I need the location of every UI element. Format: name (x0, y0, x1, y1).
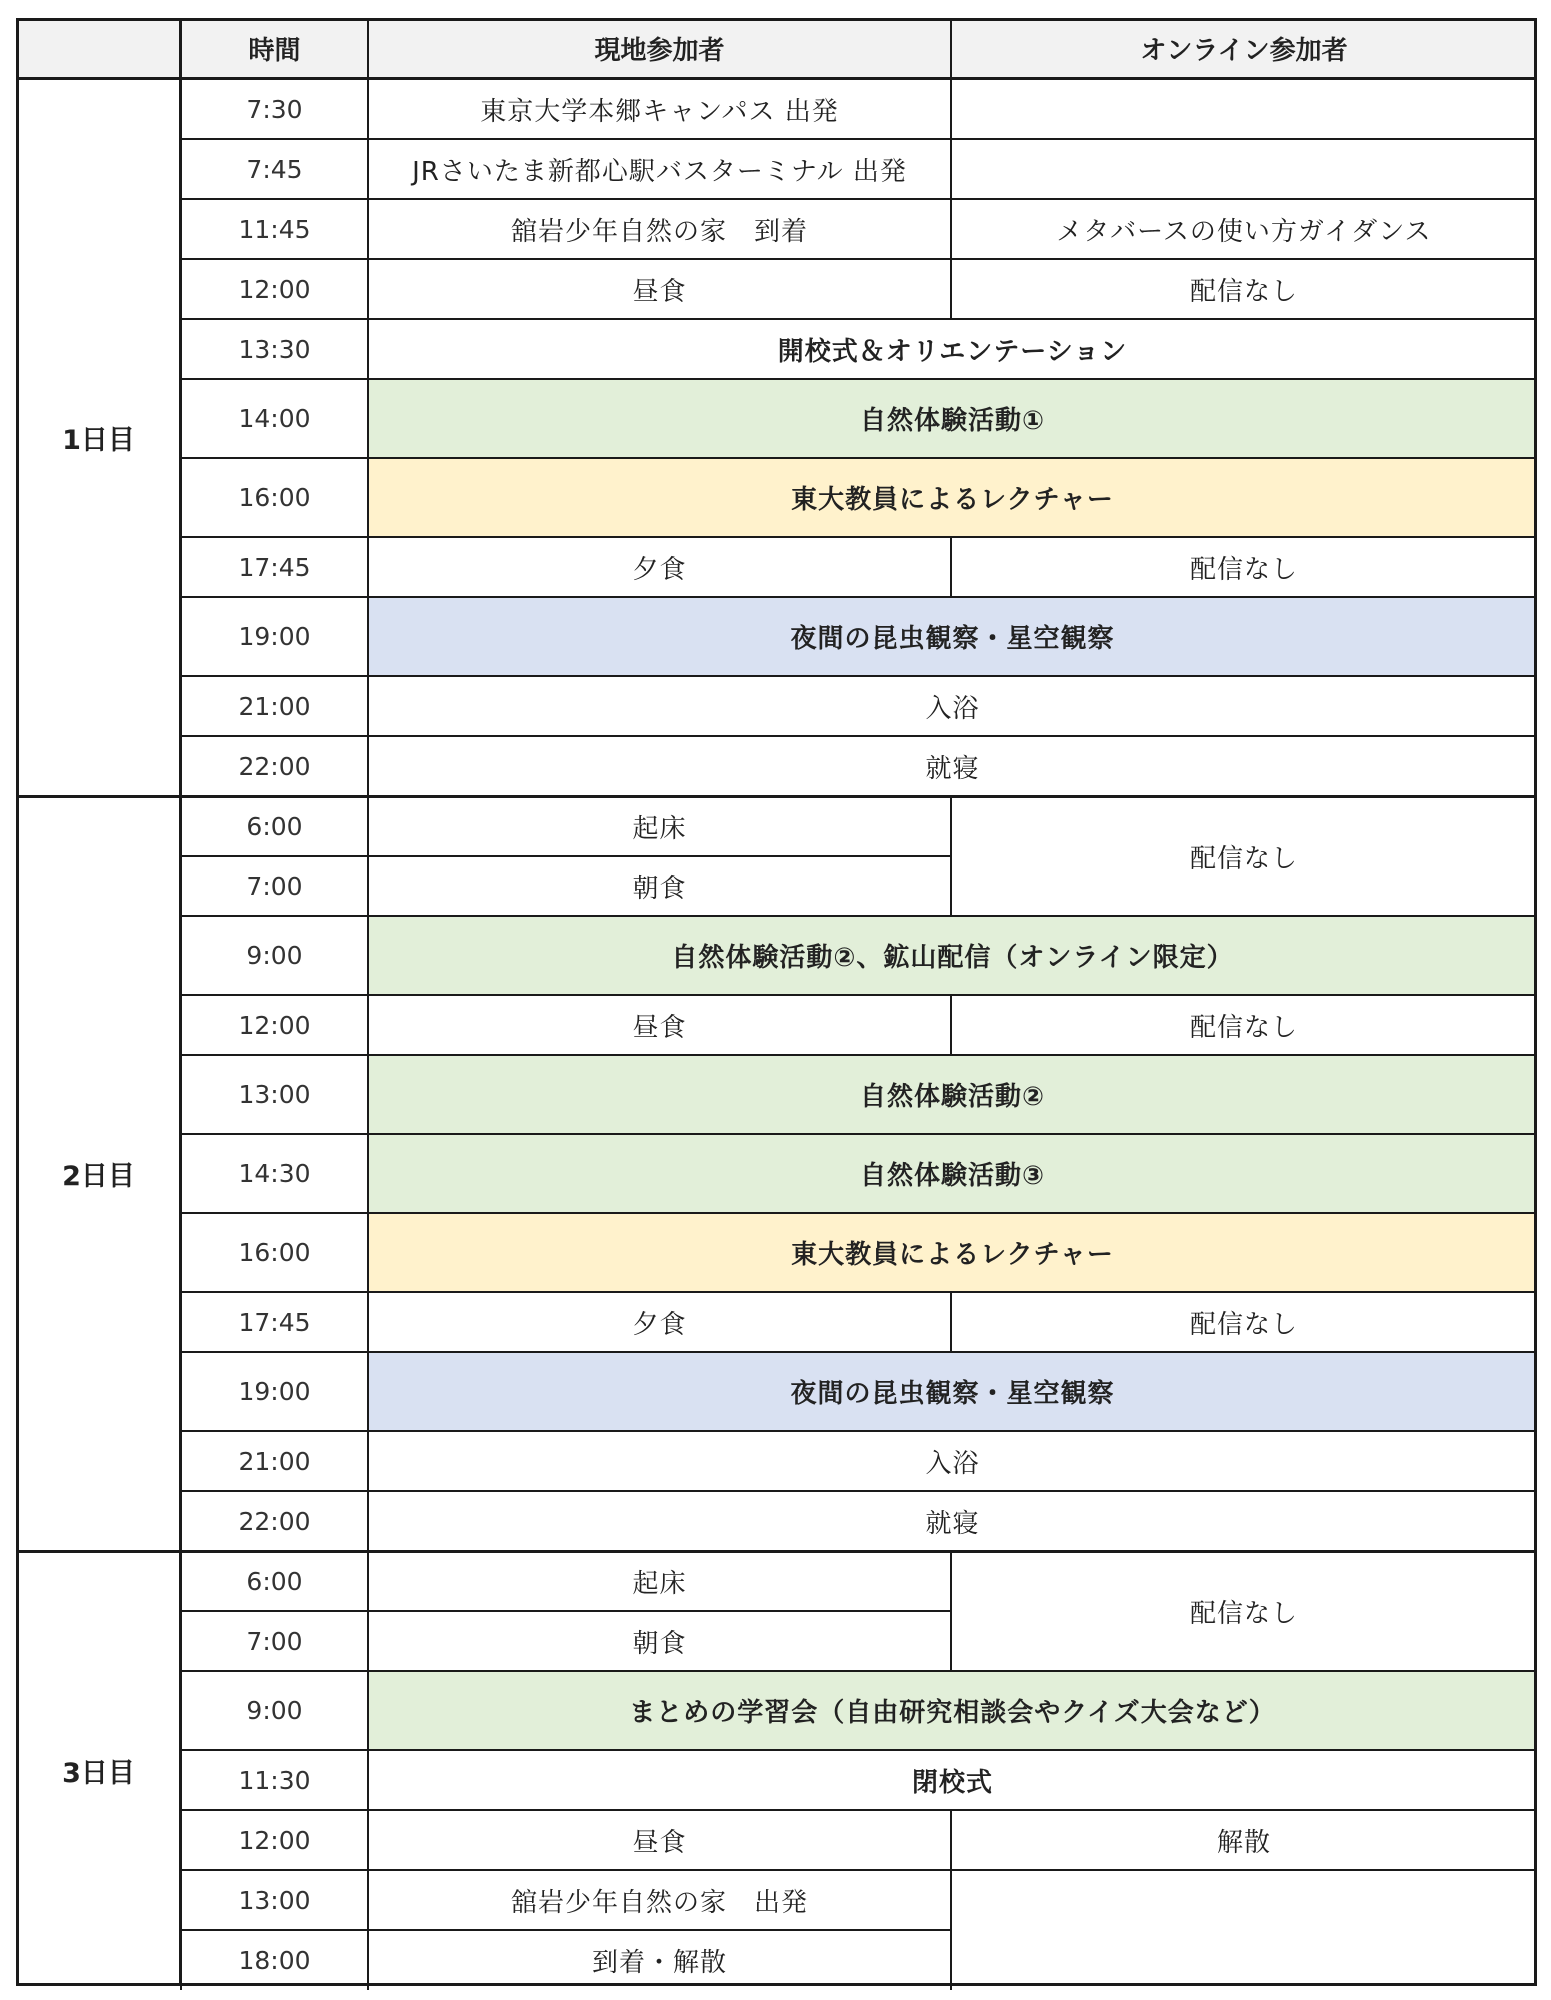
grid-line-h (181, 1670, 1537, 1672)
time-cell: 16:00 (238, 1238, 311, 1267)
grid-line-v (367, 18, 369, 79)
onsite-cell: 昼食 (632, 276, 687, 307)
time-col-divider (179, 18, 182, 1986)
grid-line-v (367, 79, 369, 139)
grid-line-v (367, 1055, 369, 1134)
grid-line-v (950, 18, 952, 79)
grid-line-v (950, 259, 952, 319)
grid-line-v (367, 1352, 369, 1431)
grid-line-h (181, 1133, 1537, 1135)
grid-line-v (367, 1134, 369, 1213)
time-cell: 12:00 (238, 1825, 311, 1855)
time-cell: 13:00 (238, 1080, 311, 1109)
grid-line-h (181, 1610, 951, 1612)
grid-line-h (181, 1869, 1537, 1871)
grid-line-h (181, 1929, 951, 1931)
time-cell: 12:00 (238, 1010, 311, 1040)
grid-line-v (367, 537, 369, 597)
grid-line-h (181, 596, 1537, 598)
grid-line-v (367, 676, 369, 736)
time-cell: 7:00 (246, 871, 303, 901)
grid-line-h (16, 795, 1537, 798)
grid-line-h (181, 675, 1537, 677)
onsite-cell: 朝食 (632, 1628, 687, 1659)
grid-line-v (367, 1750, 369, 1810)
grid-line-h (181, 1054, 1537, 1056)
day-label-3: 3日目 (62, 1758, 135, 1789)
time-cell: 9:00 (246, 1696, 303, 1725)
grid-line-h (181, 1749, 1537, 1751)
grid-line-v (367, 199, 369, 259)
grid-line-v (367, 458, 369, 537)
grid-line-v (367, 1671, 369, 1750)
both-cell: 閉校式 (911, 1767, 993, 1798)
online-cell: メタバースの使い方ガイダンス (1056, 216, 1432, 247)
grid-line-h (181, 855, 951, 857)
both-cell: 開校式＆オリエンテーション (777, 336, 1128, 367)
online-cell (951, 79, 1537, 139)
time-cell: 14:00 (238, 404, 311, 433)
header-online: オンライン参加者 (1140, 36, 1348, 66)
grid-line-v (367, 1810, 369, 1870)
onsite-cell: 朝食 (632, 873, 687, 904)
grid-line-v (950, 856, 952, 916)
grid-line-h (181, 536, 1537, 538)
grid-line-v (367, 796, 369, 856)
grid-line-h (181, 198, 1537, 200)
grid-line-h (181, 457, 1537, 459)
grid-line-v (367, 597, 369, 676)
onsite-cell: 起床 (632, 813, 687, 844)
grid-line-h (181, 318, 1537, 320)
grid-line-v (950, 1551, 952, 1611)
grid-line-v (367, 1551, 369, 1611)
grid-line-v (367, 916, 369, 995)
online-cell: 配信なし (1189, 1309, 1298, 1340)
online-cell: 配信なし (1189, 843, 1298, 874)
grid-line-h (181, 258, 1537, 260)
time-cell: 18:00 (238, 1945, 311, 1975)
grid-line-h (181, 735, 1537, 737)
grid-line-h (181, 1430, 1537, 1432)
grid-line-v (367, 1611, 369, 1671)
grid-line-h (16, 1550, 1537, 1553)
time-cell: 6:00 (246, 1566, 303, 1596)
both-cell: 自然体験活動① (859, 406, 1045, 436)
time-cell: 17:45 (238, 1307, 311, 1337)
grid-line-v (950, 79, 952, 139)
both-cell: 東大教員によるレクチャー (791, 1240, 1114, 1270)
both-cell: 夜間の昆虫観察・星空観察 (790, 624, 1115, 654)
grid-line-v (950, 1292, 952, 1352)
time-cell: 9:00 (246, 941, 303, 970)
both-cell: 就寝 (925, 1508, 980, 1539)
grid-line-h (181, 915, 1537, 917)
online-cell: 配信なし (1189, 276, 1298, 307)
grid-line-h (181, 1291, 1537, 1293)
onsite-cell: 昼食 (632, 1012, 687, 1043)
onsite-cell: 夕食 (632, 554, 687, 585)
onsite-cell: JRさいたま新都心駅バスターミナル 出発 (412, 156, 907, 187)
grid-line-v (950, 995, 952, 1055)
grid-line-v (367, 1491, 369, 1551)
both-cell: 自然体験活動③ (859, 1161, 1045, 1191)
time-cell: 22:00 (238, 751, 311, 781)
time-cell: 13:00 (238, 1885, 311, 1915)
grid-line-h (181, 138, 1537, 140)
both-cell: まとめの学習会（自由研究相談会やクイズ大会など） (629, 1698, 1276, 1728)
both-cell: 就寝 (925, 753, 980, 784)
onsite-cell: 舘岩少年自然の家 出発 (510, 1887, 808, 1918)
grid-line-v (367, 1870, 369, 1930)
onsite-cell: 到着・解散 (591, 1947, 727, 1978)
time-cell: 19:00 (238, 1377, 311, 1406)
grid-line-v (367, 736, 369, 796)
grid-line-h (181, 378, 1537, 380)
time-cell: 6:00 (246, 811, 303, 841)
grid-line-v (950, 796, 952, 856)
time-cell: 7:45 (246, 154, 303, 184)
grid-line-v (367, 259, 369, 319)
both-cell: 夜間の昆虫観察・星空観察 (790, 1379, 1115, 1409)
grid-line-v (950, 1810, 952, 1870)
both-cell: 入浴 (925, 693, 980, 724)
onsite-cell: 舘岩少年自然の家 到着 (510, 216, 808, 247)
grid-line-v (950, 1870, 952, 1930)
day-label-2: 2日目 (62, 1161, 135, 1192)
grid-line-v (367, 139, 369, 199)
grid-line-v (367, 856, 369, 916)
both-cell: 入浴 (925, 1448, 980, 1479)
grid-line-v (367, 1930, 369, 1990)
online-cell (951, 139, 1537, 199)
header-divider (16, 77, 1537, 80)
grid-line-v (367, 1213, 369, 1292)
time-cell: 12:00 (238, 274, 311, 304)
grid-line-v (950, 139, 952, 199)
time-cell: 13:30 (238, 334, 311, 364)
grid-line-v (367, 379, 369, 458)
online-cell: 配信なし (1189, 1598, 1298, 1629)
online-cell: 解散 (1216, 1827, 1271, 1858)
grid-line-v (950, 199, 952, 259)
both-cell: 自然体験活動② (859, 1082, 1045, 1112)
time-cell: 7:00 (246, 1626, 303, 1656)
online-cell (951, 1870, 1537, 1990)
onsite-cell: 夕食 (632, 1309, 687, 1340)
grid-line-h (181, 1809, 1537, 1811)
time-cell: 14:30 (238, 1159, 311, 1188)
time-cell: 16:00 (238, 483, 311, 512)
schedule-table (16, 18, 1537, 1986)
header-time: 時間 (248, 36, 301, 66)
onsite-cell: 起床 (632, 1568, 687, 1599)
grid-line-h (181, 1212, 1537, 1214)
time-cell: 21:00 (238, 1446, 311, 1476)
grid-line-v (367, 1431, 369, 1491)
online-cell: 配信なし (1189, 554, 1298, 585)
onsite-cell: 東京大学本郷キャンパス 出発 (480, 96, 839, 127)
both-cell: 東大教員によるレクチャー (791, 485, 1114, 515)
grid-line-h (181, 1351, 1537, 1353)
time-cell: 11:30 (238, 1765, 311, 1795)
grid-line-v (950, 1611, 952, 1671)
time-cell: 17:45 (238, 552, 311, 582)
time-cell: 11:45 (238, 214, 311, 244)
grid-line-v (367, 319, 369, 379)
grid-line-h (181, 994, 1537, 996)
grid-line-v (367, 1292, 369, 1352)
day-label-1: 1日目 (62, 425, 135, 456)
online-cell: 配信なし (1189, 1012, 1298, 1043)
both-cell: 自然体験活動②、鉱山配信（オンライン限定） (671, 943, 1234, 973)
time-cell: 22:00 (238, 1506, 311, 1536)
grid-line-v (367, 995, 369, 1055)
grid-line-v (950, 1930, 952, 1990)
time-cell: 7:30 (246, 94, 303, 124)
grid-line-v (950, 537, 952, 597)
time-cell: 21:00 (238, 691, 311, 721)
time-cell: 19:00 (238, 622, 311, 651)
grid-line-h (181, 1490, 1537, 1492)
header-onsite: 現地参加者 (594, 36, 725, 66)
onsite-cell: 昼食 (632, 1827, 687, 1858)
